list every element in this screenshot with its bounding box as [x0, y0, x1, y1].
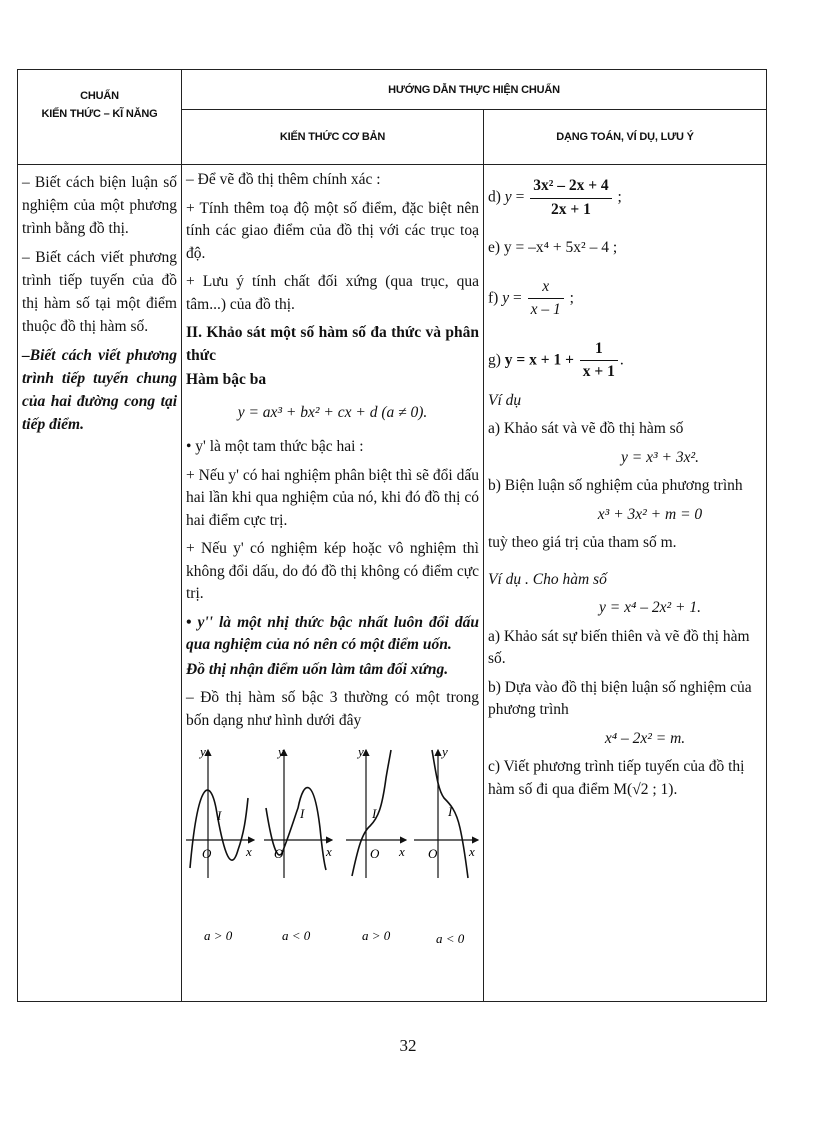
- col2-p7: • y'' là một nhị thức bậc nhất luôn đổi dấu qua nghiệm của nó nên có một điểm uốn.: [186, 613, 479, 653]
- cubic-graphs: [186, 738, 479, 958]
- example-2-b: b) Dựa vào đồ thị biện luận số nghiệm của phương trình: [488, 678, 752, 718]
- cubic-formula: y = ax³ + bx² + cx + d (a ≠ 0).: [237, 403, 428, 421]
- example-2-equation: x⁴ – 2x² = m.: [604, 729, 686, 747]
- example-1-function: y = x³ + 3x².: [621, 448, 699, 466]
- graph-4-x: x: [469, 844, 475, 859]
- col2-p8: Đồ thị nhận điểm uốn làm tâm đối xứng.: [186, 660, 449, 678]
- header-col1: [18, 70, 182, 165]
- graph-3-y: y: [358, 744, 364, 759]
- func-g-pre: y = x + 1 +: [504, 351, 574, 369]
- header-col1-line2: KIẾN THỨC – KĨ NĂNG: [41, 108, 158, 120]
- func-e: e) y = –x⁴ + 5x² – 4 ;: [488, 239, 618, 256]
- func-d-den: 2x + 1: [551, 200, 591, 218]
- func-f-frac: [528, 276, 564, 322]
- graph-3-label: a > 0: [362, 928, 391, 943]
- func-g: g) y = x + 1 + $\frac{1}{x + 1}$ .: [488, 338, 762, 384]
- func-d-num: 3x² – 2x + 4: [530, 175, 611, 199]
- func-g-label: g): [488, 351, 501, 369]
- col2-p6: + Nếu y' có nghiệm kép hoặc vô nghiệm thì không đổi dấu, do đó đồ thị không có điểm cực trị.: [186, 540, 479, 602]
- func-d: d) y = $\frac{\text{3x² – 2x + 4}}{2x + 1}$ ;: [488, 175, 762, 221]
- graph-1-y: y: [200, 744, 206, 759]
- graph-3-x: x: [399, 844, 405, 859]
- section-title: II. Khảo sát một số hàm số đa thức và phân thức: [186, 324, 479, 364]
- example-1-a: a) Khảo sát và vẽ đồ thị hàm số: [488, 420, 684, 437]
- func-f-num: x: [528, 276, 564, 300]
- func-d-frac: [530, 175, 611, 221]
- col2-p5: + Nếu y' có hai nghiệm phân biệt thì sẽ đổi dấu hai lần khi qua nghiệm của nó, khi đó đồ thị có hai điểm cực trị.: [186, 466, 479, 529]
- graph-1-o: O: [202, 846, 212, 861]
- graph-2-label: a < 0: [282, 928, 311, 943]
- graph-1-i: I: [217, 808, 222, 823]
- header-col1-line1: CHUẨN: [80, 90, 119, 102]
- graph-2-y: y: [278, 744, 284, 759]
- example-1-c: tuỳ theo giá trị của tham số m.: [488, 534, 677, 551]
- func-f: f) y = $\frac{x}{x - 1}$ ;: [488, 276, 762, 322]
- example-2-c: c) Viết phương trình tiếp tuyến của đồ thị hàm số đi qua điểm M(√2 ; 1).: [488, 758, 745, 798]
- header-col2: KIẾN THỨC CƠ BẢN: [182, 110, 484, 165]
- func-g-den: x + 1: [582, 363, 615, 380]
- col2-p3: + Lưu ý tính chất đối xứng (qua trục, qua tâm...) của đồ thị.: [186, 273, 479, 313]
- subsection-title: Hàm bậc ba: [186, 371, 267, 388]
- header-guide: HƯỚNG DẪN THỰC HIỆN CHUẨN: [182, 70, 767, 110]
- example-1-equation: x³ + 3x² + m = 0: [597, 505, 703, 523]
- col3-examples: [484, 165, 767, 1002]
- col2-p9: – Đồ thị hàm số bậc 3 thường có một trong bốn dạng như hình dưới đây: [186, 689, 479, 729]
- col1-p2: – Biết cách viết phương trình tiếp tuyến của đồ thị hàm số tại một điểm thuộc đồ thị hàm số.: [22, 249, 177, 335]
- example-1-b: b) Biện luận số nghiệm của phương trình: [488, 477, 743, 494]
- graph-4-o: O: [428, 846, 438, 861]
- col2-basics: [182, 165, 484, 1002]
- graph-1-label: a > 0: [204, 928, 233, 943]
- graph-3-o: O: [370, 846, 380, 861]
- standards-table: [17, 69, 767, 1002]
- page-number: 32: [399, 1036, 417, 1055]
- col2-p1: – Để vẽ đồ thị thêm chính xác :: [186, 171, 381, 188]
- col1-standards: [18, 165, 182, 1002]
- example-2-function: y = x⁴ – 2x² + 1.: [599, 599, 701, 616]
- graph-2-x: x: [326, 844, 332, 859]
- graph-1-x: x: [246, 844, 252, 859]
- col2-p4: • y' là một tam thức bậc hai :: [186, 438, 364, 455]
- cubic-graphs-svg: [186, 738, 480, 953]
- example-2-a: a) Khảo sát sự biến thiên và vẽ đồ thị hàm số.: [488, 627, 750, 667]
- col2-p2: + Tính thêm toạ độ một số điểm, đặc biệt nên tính các giao điểm của đồ thị với các trục toạ độ.: [186, 199, 479, 262]
- col1-p1: – Biết cách biện luận số nghiệm của một phương trình bằng đồ thị.: [22, 174, 177, 237]
- header-col3: DẠNG TOÁN, VÍ DỤ, LƯU Ý: [484, 110, 767, 165]
- func-f-label: f): [488, 289, 499, 307]
- example-2-title: Ví dụ . Cho hàm số: [488, 570, 607, 588]
- func-g-num: 1: [580, 338, 618, 362]
- func-f-den: x – 1: [530, 301, 561, 318]
- func-g-frac: [580, 338, 618, 384]
- graph-4-y: y: [442, 744, 448, 759]
- graph-2-o: O: [274, 846, 284, 861]
- graph-2-i: I: [300, 806, 305, 821]
- example-1-title: Ví dụ: [488, 391, 522, 409]
- func-d-label: d): [488, 188, 501, 206]
- graph-4-i: I: [448, 804, 453, 819]
- graph-3-i: I: [372, 806, 377, 821]
- col1-p3: –Biết cách viết phương trình tiếp tuyến chung của hai đường cong tại tiếp điểm.: [22, 347, 177, 433]
- graph-4-label: a < 0: [436, 931, 465, 946]
